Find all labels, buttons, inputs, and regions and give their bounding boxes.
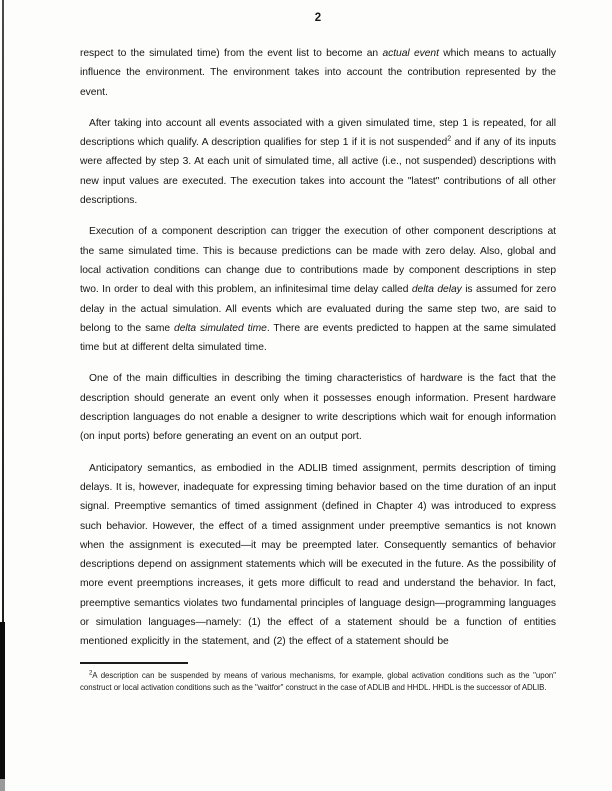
superscript: 2	[447, 135, 452, 143]
scan-edge-artifact-fade	[0, 779, 5, 791]
italic-term: delta simulated time	[174, 322, 267, 334]
paragraph	[80, 459, 556, 652]
scan-edge-artifact-thick	[0, 622, 5, 779]
text-run: Execution of a component description can trigger the execution of other component descriptions at the same simulated time. This is because predictions can be made with zero delay. Also, global and local activation conditions can change due to contributions made by component descriptions in step two. In order to deal with this problem, an infinitesimal time delay called	[80, 226, 556, 296]
text-run: is assumed for zero delay in the actual simulation. All events which are evaluated during the same step two, are said to belong to the same	[80, 284, 557, 334]
footnote	[80, 670, 556, 695]
text-run: One of the main difficulties in describing the timing characteristics of hardware is the fact that the description should generate an event only when it possesses enough information. Present hardware description languages do not enable a designer to write descriptions which wait for enough information (on input ports) before generating an event on an output port.	[80, 373, 556, 443]
text-run: A description can be suspended by means of various mechanisms, for example, global activation conditions such as the "upon" construct or local activation conditions such as the "waitfor" construct in the case of ADLIB and HHDL. HHDL is the successor of ADLIB.	[80, 671, 556, 693]
italic-term: actual event	[382, 48, 439, 59]
paragraph	[80, 114, 556, 210]
text-run: Anticipatory semantics, as embodied in the ADLIB timed assignment, permits description of timing delays. It is, however, inadequate for expressing timing behavior based on the time duration of an input signal. Preemptive semantics of timed assignment (defined in Chapter 4) was introduced to express such behavior. However, the effect of a timed assignment under preemptive semantics is not known when the assignment is executed—it may be preempted later. Consequently semantics of behavior descriptions depend on assignment statements which will be executed in the future. As the possibility of more event preemptions increases, it gets more difficult to read and understand the behavior. In fact, preemptive semantics violates two fundamental principles of language design—programming languages or simulation languages—namely: (1) the effect of a statement should be a function of entities mentioned explicitly in the statement, and (2) the effect of a statement should be	[80, 462, 556, 648]
paragraph	[80, 369, 556, 446]
paragraph	[80, 44, 556, 102]
italic-term: delta delay	[411, 284, 462, 296]
page-number: 2	[314, 12, 322, 24]
footnote-rule	[80, 662, 188, 664]
text-run: After taking into account all events associated with a given simulated time, step 1 is repeated, for all descriptions which qualify. A description qualifies for step 1 if it is not suspended	[80, 117, 556, 149]
text-run: and if any of its inputs were affected by step 3. At each unit of simulated time, all active (i.e., not suspended) descriptions with new input values are executed. The execution takes into account the "latest" contributions of all other descriptions.	[80, 137, 557, 207]
body-text	[80, 44, 556, 664]
text-run: respect to the simulated time) from the event list to become an	[80, 48, 383, 59]
text-run: which means to actually influence the environment. The environment takes into account the contribution represented by the event.	[80, 48, 557, 98]
text-run: . There are events predicted to happen at the same simulated time but at different delta simulated time.	[80, 322, 556, 354]
paragraph	[80, 222, 556, 357]
scan-edge-artifact-thin	[2, 0, 4, 624]
superscript: 2	[89, 670, 93, 677]
